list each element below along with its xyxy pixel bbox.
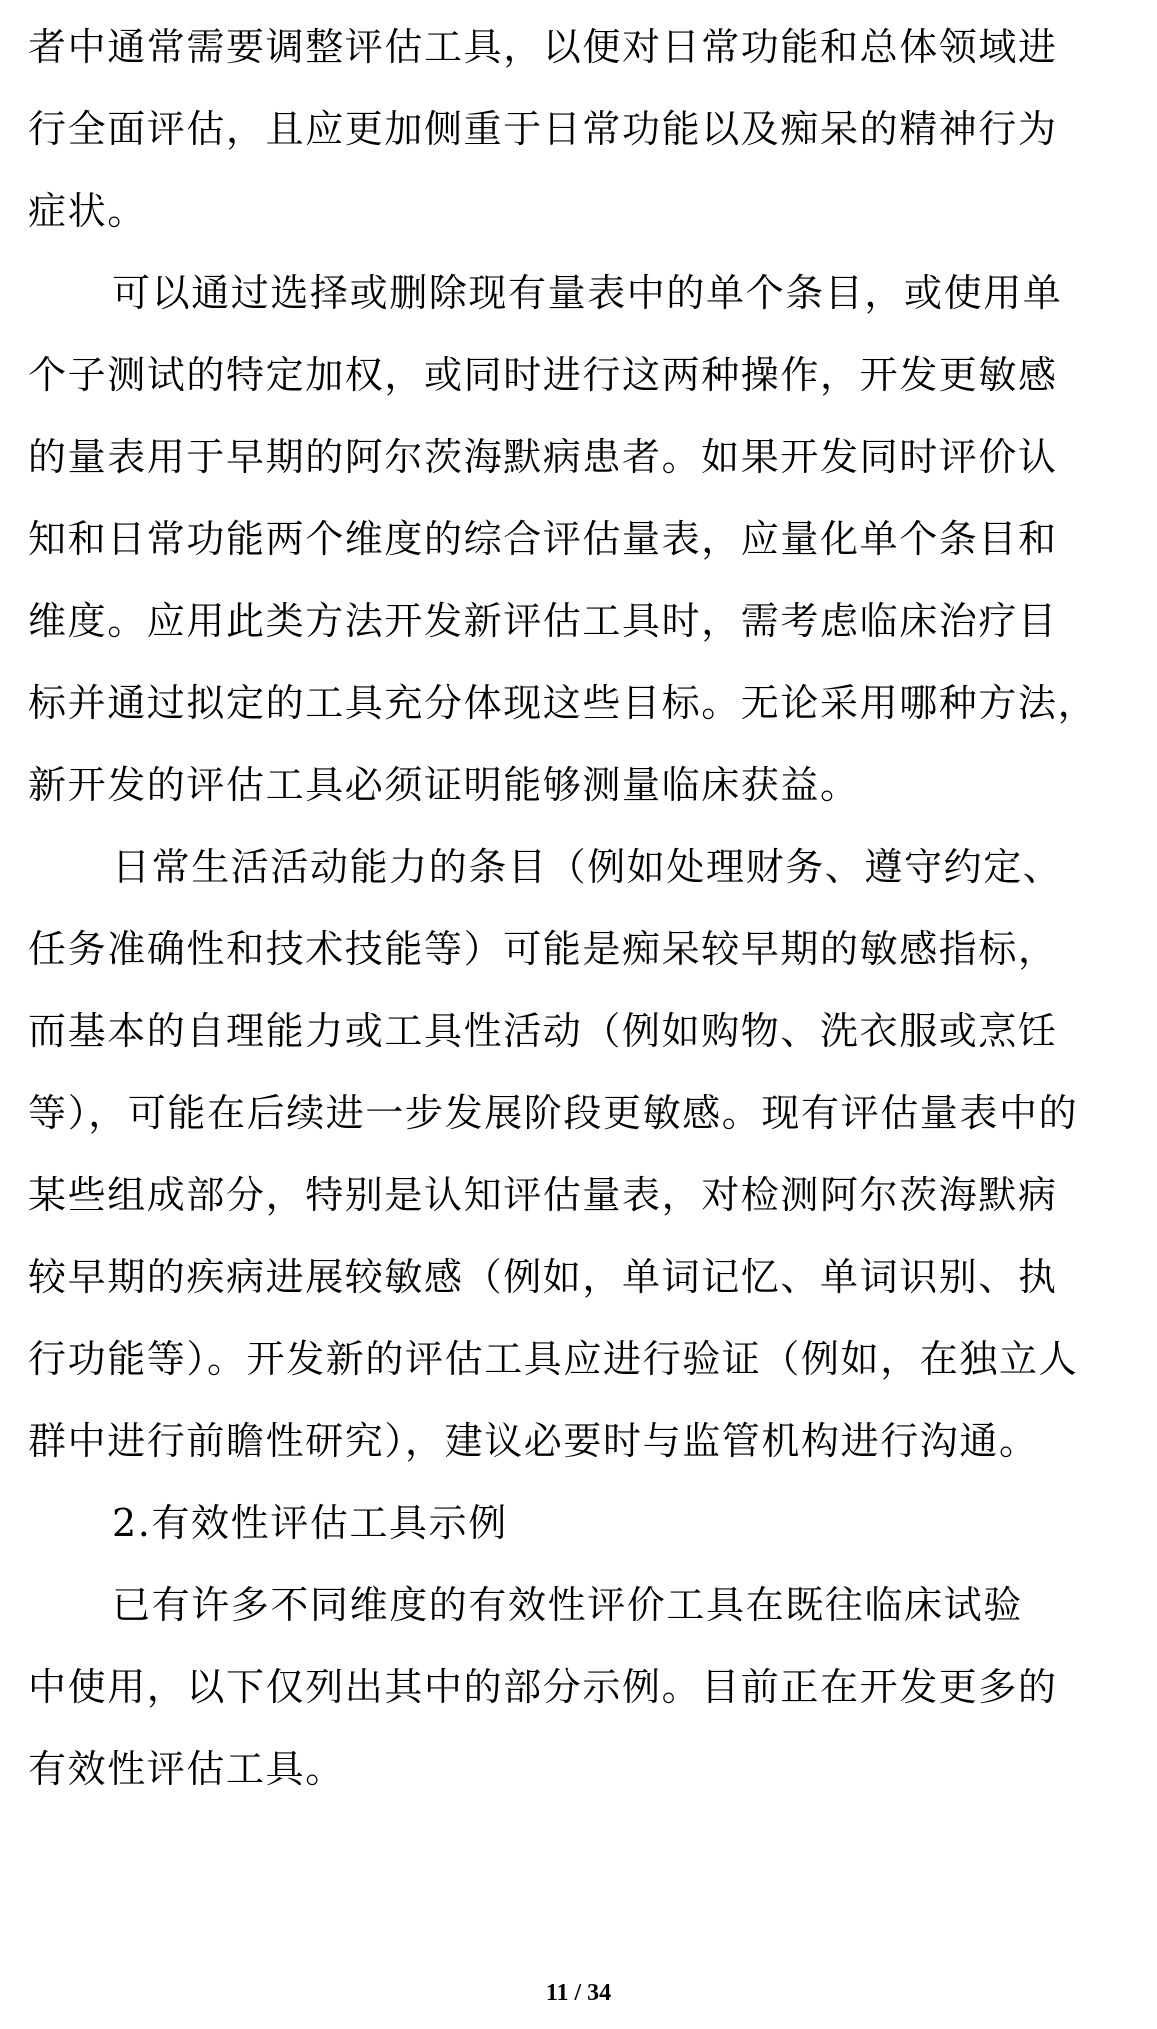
text-line: 群中进行前瞻性研究），建议必要时与监管机构进行沟通。 [28, 1419, 1039, 1463]
text-line: 者中通常需要调整评估工具，以便对日常功能和总体领域进 [28, 25, 1058, 69]
text-line: 任务准确性和技术技能等）可能是痴呆较早期的敏感指标， [28, 927, 1058, 971]
text-line: 已有许多不同维度的有效性评价工具在既往临床试验 [112, 1583, 1023, 1627]
text-line: 日常生活活动能力的条目（例如处理财务、遵守约定、 [112, 845, 1063, 889]
text-line: 行全面评估，且应更加侧重于日常功能以及痴呆的精神行为 [28, 107, 1058, 151]
text-line: 某些组成部分，特别是认知评估量表，对检测阿尔茨海默病 [28, 1173, 1058, 1217]
text-line: 知和日常功能两个维度的综合评估量表，应量化单个条目和 [28, 517, 1058, 561]
text-line: 有效性评估工具。 [28, 1747, 345, 1791]
text-line: 较早期的疾病进展较敏感（例如，单词记忆、单词识别、执 [28, 1255, 1058, 1299]
body-text [28, 6, 1140, 1810]
text-line: 可以通过选择或删除现有量表中的单个条目，或使用单 [112, 271, 1063, 315]
text-line: 等），可能在后续进一步发展阶段更敏感。现有评估量表中的 [28, 1091, 1079, 1135]
text-line: 个子测试的特定加权，或同时进行这两种操作，开发更敏感 [28, 353, 1058, 397]
text-line: 中使用，以下仅列出其中的部分示例。目前正在开发更多的 [28, 1665, 1058, 1709]
text-line: 维度。应用此类方法开发新评估工具时，需考虑临床治疗目 [28, 599, 1058, 643]
text-line: 而基本的自理能力或工具性活动（例如购物、洗衣服或烹饪 [28, 1009, 1058, 1053]
text-line: 症状。 [28, 189, 147, 233]
text-line: 标并通过拟定的工具充分体现这些目标。无论采用哪种方法， [28, 681, 1098, 725]
page-number: 11 / 34 [545, 1980, 612, 2006]
text-line: 行功能等）。开发新的评估工具应进行验证（例如，在独立人 [28, 1337, 1079, 1381]
text-line: 的量表用于早期的阿尔茨海默病患者。如果开发同时评价认 [28, 435, 1058, 479]
text-line: 新开发的评估工具必须证明能够测量临床获益。 [28, 763, 860, 807]
section-heading: 2.有效性评估工具示例 [112, 1501, 508, 1545]
